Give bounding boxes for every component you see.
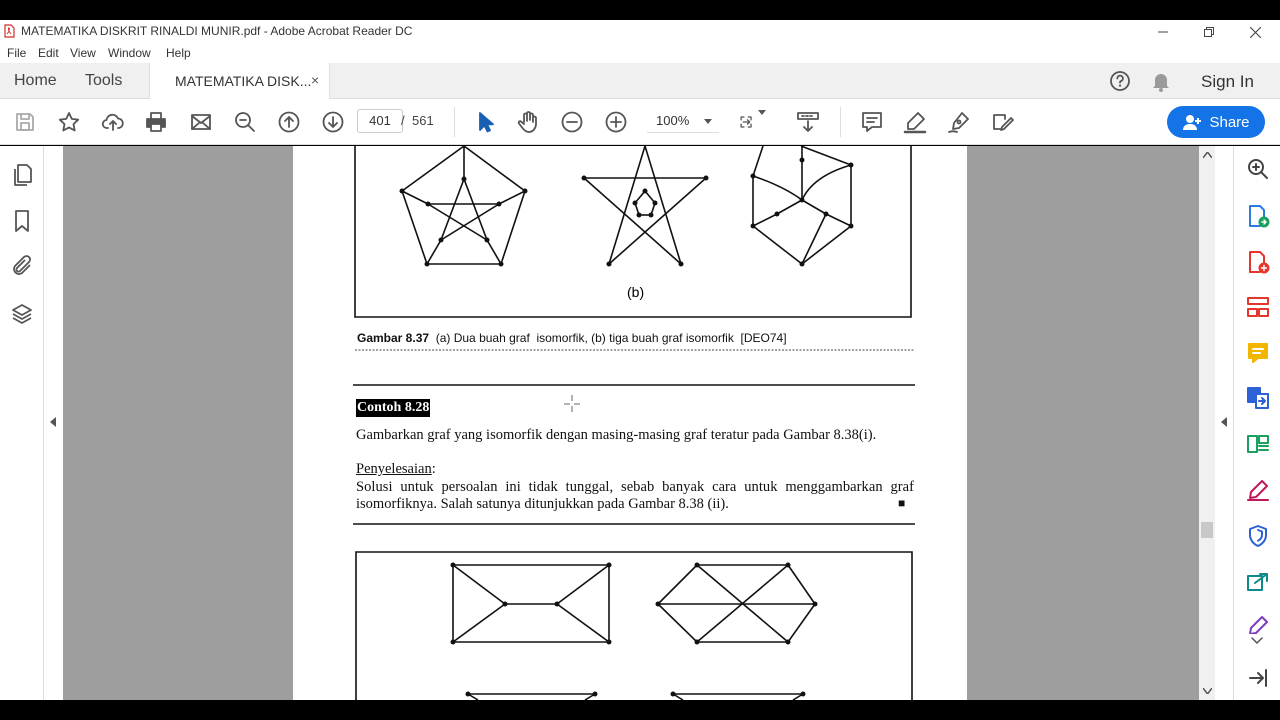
vertical-scrollbar[interactable] [1199, 146, 1215, 700]
zoom-search-icon [1246, 157, 1270, 181]
toolbar-divider [454, 107, 455, 137]
chevron-down-icon[interactable] [1251, 637, 1275, 661]
search-tools-button[interactable] [1246, 157, 1270, 181]
share-button[interactable] [1167, 106, 1265, 138]
caret-left-icon [1221, 417, 1227, 427]
title-bar [0, 20, 1280, 44]
comment-bubble-icon [1246, 341, 1270, 365]
upload-cloud-button[interactable] [99, 108, 127, 136]
page-graphics [293, 146, 967, 700]
print-button[interactable] [142, 108, 170, 136]
menu-edit[interactable]: Edit [38, 46, 59, 60]
tab-document-label: MATEMATIKA DISK... [175, 73, 312, 89]
scroll-down-arrow-icon[interactable] [1203, 688, 1212, 694]
close-icon [1250, 27, 1261, 38]
scroll-up-arrow-icon[interactable] [1203, 152, 1212, 158]
tab-tools[interactable]: Tools [85, 72, 123, 89]
mail-icon [189, 110, 213, 134]
convert-pdf-button[interactable] [1246, 386, 1270, 410]
left-nav-panel [0, 146, 44, 700]
next-page-button[interactable] [319, 108, 347, 136]
add-person-icon [1182, 114, 1202, 130]
send-review-icon [1246, 570, 1270, 594]
toolbar [0, 99, 1280, 145]
minimize-icon [1158, 27, 1168, 37]
cursor-arrow-icon [473, 110, 497, 134]
minus-circle-icon [560, 110, 584, 134]
select-tool-button[interactable] [471, 108, 499, 136]
notifications-button[interactable] [1151, 70, 1171, 92]
chevron-down-icon [758, 110, 775, 134]
edit-pdf-icon [1246, 432, 1270, 456]
cloud-upload-icon [101, 110, 125, 134]
fit-page-icon [739, 110, 756, 134]
solution-colon: : [431, 461, 436, 477]
collapse-right-icon [1246, 666, 1270, 690]
bookmarks-button[interactable] [10, 209, 34, 233]
convert-icon [1246, 386, 1270, 410]
zoom-select[interactable] [647, 109, 719, 133]
scroll-down-icon [796, 110, 820, 134]
zoom-value: 100% [656, 113, 690, 128]
help-button[interactable] [1109, 70, 1131, 92]
highlight-button[interactable] [901, 108, 929, 136]
search-button[interactable] [231, 108, 259, 136]
restore-icon [1204, 27, 1214, 37]
create-pdf-icon [1246, 250, 1270, 274]
caption-number: Gambar 8.37 [357, 331, 430, 345]
graph-petersen [400, 146, 528, 267]
chevron-down-icon [704, 119, 712, 124]
example-title: Contoh 8.28 [357, 400, 430, 415]
solution-heading [356, 461, 436, 478]
attachments-button[interactable] [10, 254, 34, 278]
printer-icon [144, 110, 168, 134]
comment-button[interactable] [858, 108, 886, 136]
letterbox-bottom [0, 700, 1280, 720]
pdf-file-icon [4, 24, 15, 38]
solution-label: Penyelesaian [356, 461, 432, 477]
menu-file[interactable]: File [7, 46, 27, 60]
bookmark-icon [10, 209, 34, 233]
bell-icon [1151, 70, 1171, 92]
arrow-up-circle-icon [277, 110, 301, 134]
pen-nib-icon [947, 110, 971, 134]
menu-window[interactable]: Window [108, 46, 151, 60]
sign-icon [991, 110, 1015, 134]
organize-pages-button[interactable] [1246, 295, 1270, 319]
close-window-button[interactable] [1232, 20, 1278, 44]
graph-rectangle-bowtie [451, 563, 612, 645]
solution-line-2: isomorfiknya. Salah satunya ditunjukkan pada Gambar 8.38 (ii). [356, 496, 729, 512]
graph-partial-bottom [466, 692, 806, 701]
caret-left-icon [50, 417, 56, 427]
plus-circle-icon [604, 110, 628, 134]
right-panel-toggle[interactable] [1215, 146, 1233, 700]
example-question: Gambarkan graf yang isomorfik dengan masing-masing graf teratur pada Gambar 8.38(i). [356, 427, 877, 443]
menu-view[interactable]: View [70, 46, 96, 60]
organize-pages-icon [1246, 295, 1270, 319]
arrow-down-circle-icon [321, 110, 345, 134]
tab-close-button[interactable]: × [311, 72, 320, 88]
caption-text: (a) Dua buah graf isomorfik, (b) tiga buah graf isomorfik [DEO74] [435, 331, 787, 345]
minimize-button[interactable] [1140, 20, 1186, 44]
window-title: MATEMATIKA DISKRIT RINALDI MUNIR.pdf - Adobe Acrobat Reader DC [21, 24, 413, 38]
total-pages: 561 [412, 113, 434, 128]
pages-icon [10, 163, 34, 187]
comment-icon [860, 110, 884, 134]
previous-page-button[interactable] [275, 108, 303, 136]
tab-home[interactable]: Home [14, 72, 57, 89]
save-button[interactable] [11, 108, 39, 136]
crosshair-cursor-icon [564, 395, 580, 412]
paperclip-icon [10, 254, 34, 278]
protect-button[interactable] [1246, 524, 1270, 548]
bookmark-star-button[interactable] [55, 108, 83, 136]
scrollbar-thumb[interactable] [1201, 522, 1213, 538]
zoom-in-button[interactable] [602, 108, 630, 136]
export-pdf-button[interactable] [1246, 204, 1270, 228]
layers-button[interactable] [10, 302, 34, 326]
fill-sign-button[interactable] [989, 108, 1017, 136]
page-fit-button[interactable] [739, 108, 775, 136]
email-button[interactable] [187, 108, 215, 136]
pen-tool-icon [1246, 614, 1270, 634]
search-icon [233, 110, 257, 134]
graph-hexagon-cross [656, 563, 818, 645]
collapse-tools-panel-button[interactable] [1246, 666, 1270, 690]
star-icon [57, 110, 81, 134]
letterbox-top [0, 0, 1280, 20]
graph-cube [751, 146, 854, 267]
solution-line-1: Solusi untuk persoalan ini tidak tunggal, sebab banyak cara untuk menggambarkan graf [356, 479, 914, 495]
help-icon [1109, 70, 1131, 92]
toolbar-divider [840, 107, 841, 137]
menu-help[interactable]: Help [166, 46, 191, 60]
figure-label-b: (b) [627, 284, 645, 300]
layers-icon [10, 302, 34, 326]
draw-button[interactable] [945, 108, 973, 136]
restore-button[interactable] [1186, 20, 1232, 44]
pen-sign-icon [1246, 478, 1270, 502]
tab-document[interactable] [149, 63, 330, 100]
hand-tool-button[interactable] [514, 108, 542, 136]
hand-icon [516, 110, 540, 134]
end-of-proof-mark: ■ [898, 496, 906, 510]
pdf-page [293, 146, 967, 700]
sign-in-link[interactable]: Sign In [1201, 72, 1254, 91]
tab-bar [0, 63, 1280, 99]
more-tools-button[interactable] [1246, 614, 1270, 634]
save-icon [13, 110, 37, 134]
edit-pdf-button[interactable] [1246, 432, 1270, 456]
page-number-input[interactable]: 401 [357, 109, 403, 133]
graph-star [582, 146, 709, 267]
shield-icon [1246, 524, 1270, 548]
fill-sign-tool-button[interactable] [1246, 478, 1270, 502]
page-thumbnails-button[interactable] [10, 163, 34, 187]
send-for-review-button[interactable] [1246, 570, 1270, 594]
zoom-out-button[interactable] [558, 108, 586, 136]
scroll-mode-button[interactable] [794, 108, 822, 136]
highlighter-icon [903, 110, 927, 134]
left-panel-toggle[interactable] [44, 146, 63, 700]
export-pdf-icon [1246, 204, 1270, 228]
figure-frame-bottom [356, 552, 912, 700]
share-label: Share [1209, 113, 1250, 131]
create-pdf-button[interactable] [1246, 250, 1270, 274]
page-separator: / [401, 113, 405, 128]
right-tools-panel [1233, 146, 1280, 700]
menu-bar [0, 44, 1280, 63]
comment-tool-button[interactable] [1246, 341, 1270, 365]
figure-caption [357, 331, 787, 345]
